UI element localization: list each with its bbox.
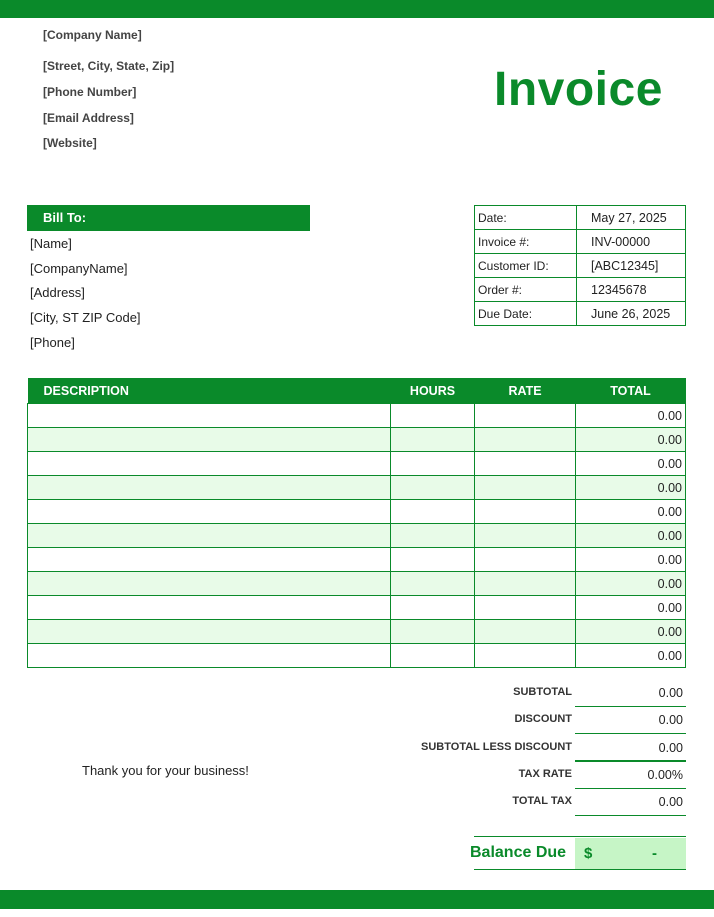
- meta-label: Customer ID:: [475, 254, 577, 278]
- tax-rate-value[interactable]: 0.00%: [647, 768, 683, 782]
- table-row: [28, 476, 686, 500]
- header-hours: HOURS: [391, 378, 475, 404]
- table-row: [28, 644, 686, 668]
- cell-description[interactable]: [28, 524, 391, 548]
- bill-to-heading: Bill To:: [27, 205, 310, 231]
- cell-total[interactable]: 0.00: [576, 620, 686, 644]
- tax-rate-label: TAX RATE: [518, 768, 572, 780]
- cell-hours[interactable]: [391, 476, 475, 500]
- cell-total[interactable]: 0.00: [576, 572, 686, 596]
- items-header-row: [28, 378, 686, 404]
- header-total: TOTAL: [576, 378, 686, 404]
- divider: [575, 706, 686, 707]
- bill-to-phone: [Phone]: [30, 335, 75, 350]
- subtotal-less-discount-value: 0.00: [658, 741, 683, 755]
- cell-rate[interactable]: [475, 572, 576, 596]
- bill-to-city: [City, ST ZIP Code]: [30, 310, 141, 325]
- subtotal-label: SUBTOTAL: [513, 686, 572, 698]
- meta-value[interactable]: [ABC12345]: [577, 254, 686, 278]
- discount-value[interactable]: 0.00: [658, 713, 683, 727]
- meta-row-due: [475, 302, 686, 326]
- balance-due-label: Balance Due: [470, 844, 567, 861]
- bill-to-company: [CompanyName]: [30, 261, 128, 276]
- subtotal-value: 0.00: [658, 686, 683, 700]
- cell-total[interactable]: 0.00: [576, 500, 686, 524]
- meta-row-date: [475, 206, 686, 230]
- cell-rate[interactable]: [475, 548, 576, 572]
- cell-rate[interactable]: [475, 452, 576, 476]
- invoice-meta-table: [474, 205, 686, 326]
- cell-description[interactable]: [28, 404, 391, 428]
- divider: [575, 760, 686, 762]
- cell-total[interactable]: 0.00: [576, 644, 686, 668]
- divider: [575, 815, 686, 816]
- bill-to-address: [Address]: [30, 285, 85, 300]
- cell-total[interactable]: 0.00: [576, 476, 686, 500]
- meta-label: Due Date:: [475, 302, 577, 326]
- header-description: DESCRIPTION: [28, 378, 391, 404]
- table-row: [28, 548, 686, 572]
- balance-currency: $: [584, 845, 593, 862]
- meta-value[interactable]: INV-00000: [577, 230, 686, 254]
- company-email: [Email Address]: [43, 111, 134, 125]
- table-row: [28, 524, 686, 548]
- meta-row-customer: [475, 254, 686, 278]
- cell-hours[interactable]: [391, 572, 475, 596]
- line-items-table: [27, 378, 686, 668]
- cell-rate[interactable]: [475, 500, 576, 524]
- company-website: [Website]: [43, 136, 97, 150]
- cell-rate[interactable]: [475, 476, 576, 500]
- cell-hours[interactable]: [391, 644, 475, 668]
- cell-hours[interactable]: [391, 428, 475, 452]
- cell-hours[interactable]: [391, 620, 475, 644]
- cell-hours[interactable]: [391, 404, 475, 428]
- balance-top-rule: [474, 836, 686, 837]
- divider: [575, 788, 686, 789]
- meta-value[interactable]: 12345678: [577, 278, 686, 302]
- cell-rate[interactable]: [475, 404, 576, 428]
- invoice-title: Invoice: [494, 63, 663, 116]
- meta-value[interactable]: June 26, 2025: [577, 302, 686, 326]
- cell-rate[interactable]: [475, 644, 576, 668]
- table-row: [28, 572, 686, 596]
- cell-rate[interactable]: [475, 596, 576, 620]
- cell-total[interactable]: 0.00: [576, 548, 686, 572]
- cell-total[interactable]: 0.00: [576, 428, 686, 452]
- meta-label: Date:: [475, 206, 577, 230]
- top-accent-bar: [0, 0, 714, 18]
- table-row: [28, 620, 686, 644]
- cell-description[interactable]: [28, 548, 391, 572]
- discount-label: DISCOUNT: [514, 713, 572, 725]
- cell-description[interactable]: [28, 644, 391, 668]
- table-row: [28, 404, 686, 428]
- meta-row-invoice: [475, 230, 686, 254]
- cell-rate[interactable]: [475, 620, 576, 644]
- cell-description[interactable]: [28, 428, 391, 452]
- total-tax-value: 0.00: [658, 795, 683, 809]
- balance-amount: -: [652, 845, 657, 862]
- cell-total[interactable]: 0.00: [576, 524, 686, 548]
- table-row: [28, 428, 686, 452]
- cell-hours[interactable]: [391, 548, 475, 572]
- table-row: [28, 452, 686, 476]
- subtotal-less-discount-label: SUBTOTAL LESS DISCOUNT: [421, 741, 572, 753]
- cell-hours[interactable]: [391, 452, 475, 476]
- cell-rate[interactable]: [475, 428, 576, 452]
- cell-hours[interactable]: [391, 524, 475, 548]
- cell-description[interactable]: [28, 620, 391, 644]
- cell-hours[interactable]: [391, 500, 475, 524]
- company-address: [Street, City, State, Zip]: [43, 59, 175, 73]
- cell-description[interactable]: [28, 572, 391, 596]
- company-phone: [Phone Number]: [43, 85, 137, 99]
- header-rate: RATE: [475, 378, 576, 404]
- table-row: [28, 500, 686, 524]
- balance-bottom-rule: [474, 869, 686, 870]
- thank-you-note: Thank you for your business!: [82, 763, 249, 778]
- cell-total[interactable]: 0.00: [576, 452, 686, 476]
- bottom-accent-bar: [0, 890, 714, 909]
- total-tax-label: TOTAL TAX: [512, 795, 572, 807]
- meta-row-order: [475, 278, 686, 302]
- bill-to-name: [Name]: [30, 236, 72, 251]
- cell-description[interactable]: [28, 596, 391, 620]
- meta-label: Invoice #:: [475, 230, 577, 254]
- cell-rate[interactable]: [475, 524, 576, 548]
- divider: [575, 733, 686, 734]
- cell-description[interactable]: [28, 476, 391, 500]
- meta-label: Order #:: [475, 278, 577, 302]
- cell-hours[interactable]: [391, 596, 475, 620]
- cell-description[interactable]: [28, 500, 391, 524]
- cell-description[interactable]: [28, 452, 391, 476]
- cell-total[interactable]: 0.00: [576, 596, 686, 620]
- table-row: [28, 596, 686, 620]
- meta-value[interactable]: May 27, 2025: [577, 206, 686, 230]
- cell-total[interactable]: 0.00: [576, 404, 686, 428]
- company-name: [Company Name]: [43, 28, 142, 42]
